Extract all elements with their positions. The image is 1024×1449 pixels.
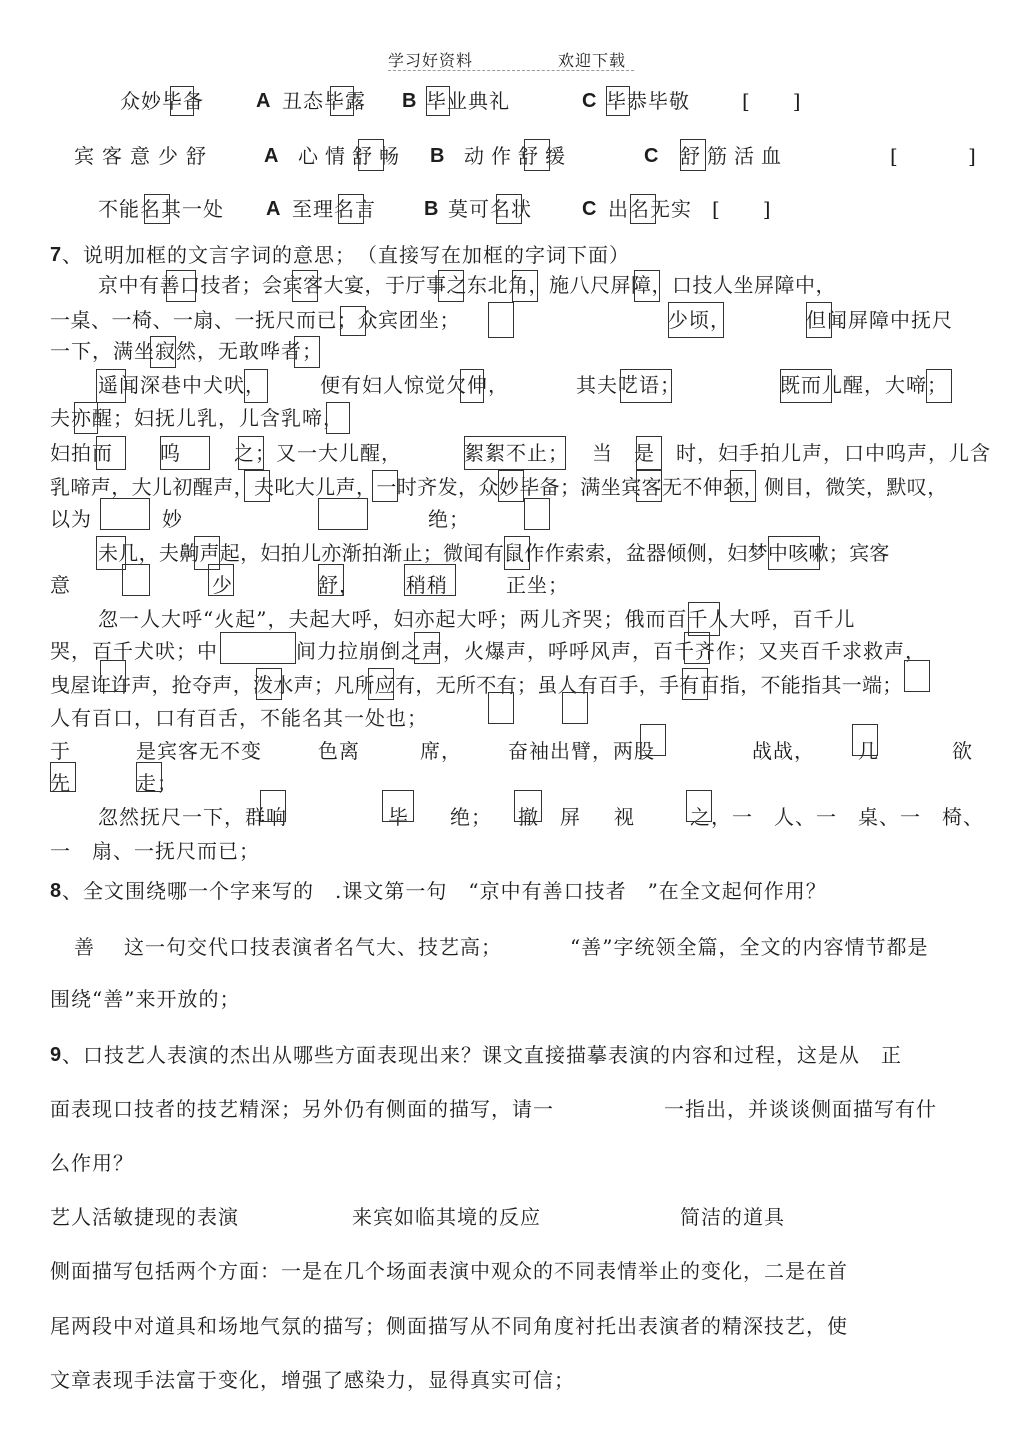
q9-answer-item: 艺人活敏捷现的表演: [50, 1205, 239, 1229]
q7-line: 撤 屏: [518, 805, 581, 829]
q6-row2-c: 舒筋活血: [680, 144, 788, 168]
highlight-box: [630, 194, 656, 224]
highlight-box: [318, 498, 368, 530]
q6-row1-a: 丑态毕露: [282, 89, 366, 113]
q8-answer-word: 善: [74, 935, 95, 959]
highlight-box: [768, 536, 820, 570]
q6-row3-a-label: A: [266, 198, 282, 220]
q7-line: 便有妇人惊觉欠伸，: [320, 373, 509, 397]
highlight-box: [238, 436, 264, 470]
q9-number: 9: [50, 1044, 63, 1066]
q9-answer-line3: 文章表现手法富于变化，增强了感染力，显得真实可信；: [50, 1368, 575, 1392]
q7-line: 未几，夫齁声起，妇拍儿亦渐拍渐止；微闻有鼠作作索索，盆器倾侧，妇梦中咳嗽；宾客: [98, 541, 890, 565]
q7-line: 色离: [318, 739, 360, 763]
highlight-box: [166, 270, 196, 302]
highlight-box: [294, 336, 320, 368]
highlight-box: [904, 660, 930, 692]
q7-line: 是宾客无不变: [136, 739, 262, 763]
highlight-box: [220, 632, 296, 664]
highlight-box: [488, 302, 514, 338]
q7-line: 走；: [136, 771, 178, 795]
highlight-box: [620, 369, 672, 403]
highlight-box: [330, 86, 354, 116]
highlight-box: [438, 270, 464, 302]
q7-line: 之，一 人、一 桌、一 椅、: [690, 805, 984, 829]
q7-line: 少: [212, 573, 233, 597]
q6-row2-a-label: A: [264, 145, 280, 167]
q7-line: 一桌、一椅、一扇、一抚尺而已；众宾团坐；: [50, 308, 460, 332]
highlight-box: [606, 86, 630, 116]
highlight-box: [244, 470, 270, 502]
q7-line: 视: [614, 805, 635, 829]
highlight-box: [340, 306, 366, 336]
q7-number: 7: [50, 244, 63, 266]
q6-row2-stem: 宾客意少舒: [74, 144, 214, 168]
header-left: 学习好资料: [388, 51, 474, 70]
highlight-box: [852, 724, 878, 756]
q6-row3-stem: 不能名其一处: [98, 197, 224, 221]
q7-line: 遥闻深巷中犬吠，: [98, 373, 266, 397]
q9-question-line2b: 一指出，并谈谈侧面描写有什: [664, 1097, 937, 1121]
q9-answer-item: 简洁的道具: [680, 1205, 785, 1229]
highlight-box: [634, 270, 660, 302]
highlight-box: [318, 564, 344, 596]
q7-line: 毕: [388, 805, 409, 829]
highlight-box: [260, 790, 286, 822]
q7-line: 欲: [952, 739, 973, 763]
highlight-box: [562, 692, 588, 724]
q6-row1-a-label: A: [256, 90, 272, 112]
highlight-box: [404, 564, 456, 596]
highlight-box: [464, 436, 566, 470]
q7-line: 哭，百千犬吠；中: [50, 639, 218, 663]
q7-line: 舒，: [318, 573, 360, 597]
q6-row3-c-label: C: [582, 198, 598, 220]
q7-line: 奋袖出臂，两股: [508, 739, 655, 763]
q7-line: 先: [50, 771, 71, 795]
highlight-box: [122, 564, 150, 596]
q7-line: 忽然抚尺一下，群响: [98, 805, 287, 829]
header-divider: [388, 70, 634, 71]
q8-answer-3: 围绕“善”来开放的；: [50, 987, 241, 1011]
q6-row2-bracket-left: [: [890, 144, 899, 168]
highlight-box: [688, 602, 720, 636]
q7-line: 呜: [160, 441, 181, 465]
highlight-box: [636, 470, 662, 502]
q8-answer-2: “善”字统领全篇，全文的内容情节都是: [570, 935, 929, 959]
highlight-box: [326, 402, 350, 434]
highlight-box: [368, 668, 394, 700]
highlight-box: [100, 660, 126, 692]
q7-line: 忽一人大呼“火起”，夫起大呼，妇亦起大呼；两儿齐哭；俄而百千人大呼，百千儿: [98, 607, 856, 631]
highlight-box: [514, 790, 542, 822]
highlight-box: [524, 139, 550, 171]
highlight-box: [136, 762, 162, 792]
q7-line: 当 是 时，妇手拍儿声，口中呜声，儿含: [592, 441, 991, 465]
highlight-box: [504, 536, 530, 570]
highlight-box: [524, 498, 550, 530]
q7-line: 少顷，: [668, 308, 731, 332]
q7-line: 意: [50, 573, 71, 597]
q7-line: 战战，: [752, 739, 815, 763]
highlight-box: [512, 270, 538, 302]
q8-answer-1: 这一句交代口技表演者名气大、技艺高；: [124, 935, 502, 959]
header-right: 欢迎下载: [558, 51, 627, 70]
q6-row3-bracket: [ ]: [712, 197, 772, 221]
highlight-box: [684, 632, 710, 664]
q9-answer-item: 来宾如临其境的反应: [352, 1205, 541, 1229]
q7-line: 其夫呓语；: [576, 373, 681, 397]
q6-row1-b: 毕业典礼: [426, 89, 510, 113]
highlight-box: [496, 194, 522, 224]
q7-line: 间力拉崩倒之声，火爆声，呼呼风声，百千齐作；又夹百千求救声，: [296, 639, 926, 663]
q8-number: 8: [50, 880, 63, 902]
highlight-box: [382, 790, 414, 822]
q6-row2-b: 动作舒缓: [464, 144, 572, 168]
highlight-box: [244, 369, 268, 403]
q6-row1-c: 毕恭毕敬: [606, 89, 690, 113]
highlight-box: [926, 369, 952, 403]
q7-line: 京中有善口技者；会宾客大宴，于厅事之东北角，施八尺屏障，口技人坐屏障中，: [98, 273, 836, 297]
highlight-box: [460, 369, 484, 403]
q7-line: 席，: [420, 739, 462, 763]
q6-row3-c: 出名无实: [608, 197, 692, 221]
highlight-box: [50, 762, 76, 792]
q9-answer-line1: 侧面描写包括两个方面：一是在几个场面表演中观众的不同表情举止的变化，二是在首: [50, 1259, 848, 1283]
highlight-box: [686, 790, 712, 822]
highlight-box: [96, 436, 126, 470]
q7-line: 夫亦醒；妇抚儿乳，儿含乳啼，: [50, 406, 344, 430]
highlight-box: [96, 369, 126, 403]
q7-line: 绝；: [428, 507, 470, 531]
q9-question-line1: 、口技艺人表演的杰出从哪些方面表现出来？课文直接描摹表演的内容和过程，这是从 正: [62, 1043, 902, 1067]
q6-row2-a: 心情舒畅: [298, 144, 406, 168]
highlight-box: [208, 564, 234, 596]
highlight-box: [256, 668, 282, 700]
highlight-box: [680, 139, 706, 171]
highlight-box: [426, 86, 450, 116]
q8-question: 、全文围绕哪一个字来写的 .课文第一句 “京中有善口技者 ”在全文起何作用？: [62, 879, 827, 903]
q7-line: 乳啼声，大儿初醒声，夫叱大儿声，一时齐发，众妙毕备；满坐宾客无不伸颈，侧目，微笑，默叹，: [50, 475, 948, 499]
q6-row1-b-label: B: [402, 90, 418, 112]
q6-row1-stem: 众妙毕备: [120, 89, 204, 113]
highlight-box: [358, 139, 384, 171]
q7-line: 绝；: [450, 805, 492, 829]
q7-line: 曳屋许许声，抢夺声，泼水声；凡所应有，无所不有；虽人有百手，手有百指，不能指其一端；: [50, 673, 903, 697]
highlight-box: [100, 498, 150, 530]
highlight-box: [338, 194, 364, 224]
q7-line: 正坐；: [506, 573, 569, 597]
q6-row2-b-label: B: [430, 145, 446, 167]
q6-row3-b: 莫可名状: [448, 197, 532, 221]
q7-line: 于: [50, 739, 71, 763]
highlight-box: [636, 436, 662, 470]
highlight-box: [682, 668, 708, 700]
q7-line: 稍稍: [406, 573, 448, 597]
highlight-box: [730, 470, 756, 502]
q6-row2-c-label: C: [644, 145, 660, 167]
q6-row1-c-label: C: [582, 90, 598, 112]
highlight-box: [780, 369, 832, 403]
highlight-box: [488, 692, 514, 724]
highlight-box: [806, 302, 832, 338]
highlight-box: [74, 402, 98, 434]
q7-line: 妇拍而: [50, 441, 113, 465]
q7-line: 一下，满坐寂然，无敢哗者；: [50, 339, 323, 363]
q7-line: 妙: [162, 507, 183, 531]
q9-question-line2a: 面表现口技者的技艺精深；另外仍有侧面的描写，请一: [50, 1097, 554, 1121]
q6-row2-bracket-right: ]: [968, 144, 977, 168]
highlight-box: [640, 724, 666, 756]
highlight-box: [144, 194, 170, 224]
q7-line: 既而儿醒，大啼；: [780, 373, 948, 397]
q9-answer-line2: 尾两段中对道具和场地气氛的描写；侧面描写从不同角度衬托出表演者的精深技艺，使: [50, 1314, 848, 1338]
highlight-box: [292, 270, 318, 302]
q7-line: 以为: [50, 507, 92, 531]
q6-row3-a: 至理名言: [292, 197, 376, 221]
q6-row3-b-label: B: [424, 198, 440, 220]
highlight-box: [414, 632, 440, 664]
q9-question-line3: 么作用？: [50, 1151, 134, 1175]
q7-title: 、说明加框的文言字词的意思； （直接写在加框的字词下面）: [62, 243, 630, 267]
highlight-box: [150, 336, 176, 368]
highlight-box: [160, 436, 210, 470]
highlight-box: [372, 470, 398, 502]
q6-row1-bracket: [ ]: [742, 89, 802, 113]
highlight-box: [498, 470, 524, 502]
q7-line: 人有百口，口有百舌，不能名其一处也；: [50, 706, 428, 730]
q7-line: 但闻屏障中抚尺: [806, 308, 953, 332]
q7-line: 之；又一大儿醒，: [234, 441, 402, 465]
q7-line: 絮絮不止；: [464, 441, 569, 465]
highlight-box: [170, 86, 194, 116]
highlight-box: [668, 302, 724, 338]
q7-line: 几: [858, 739, 879, 763]
q7-line: 一 扇、一抚尺而已；: [50, 839, 260, 863]
